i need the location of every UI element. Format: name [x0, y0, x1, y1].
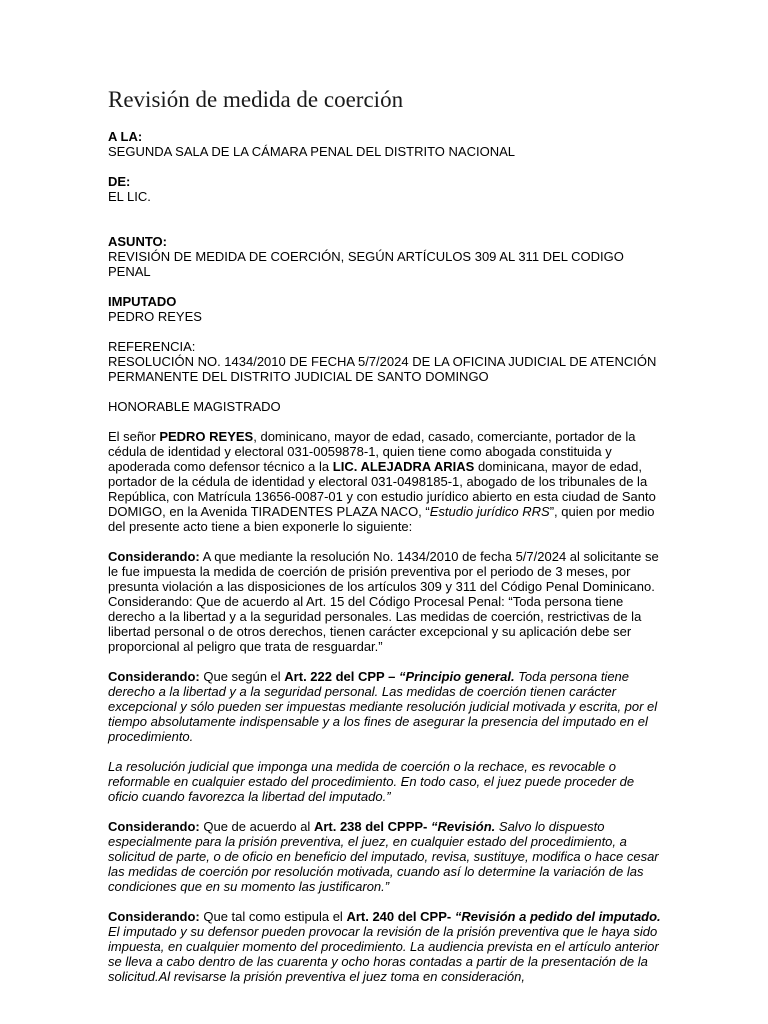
subject-value: REVISIÓN DE MEDIDA DE COERCIÓN, SEGÚN ARTÍCULOS 309 AL 311 DEL CODIGO PENAL [108, 249, 624, 279]
accused-label: IMPUTADO [108, 294, 177, 309]
intro-text-1: El señor [108, 429, 160, 444]
salutation: HONORABLE MAGISTRADO [108, 399, 281, 414]
sender-value: EL LIC. [108, 189, 151, 204]
considerando-2-article: Art. 222 del CPP [284, 669, 385, 684]
reference-block [108, 339, 668, 384]
recipient-label: A LA: [108, 129, 143, 144]
considerando-3-pre: Que de acuerdo al [199, 819, 314, 834]
intro-studio-name: Estudio jurídico RRS [429, 504, 550, 519]
reference-value: RESOLUCIÓN NO. 1434/2010 DE FECHA 5/7/2024 DE LA OFICINA JUDICIAL DE ATENCIÓN PERMANENTE DEL DISTRITO JUDICIAL DE SANTO DOMINGO [108, 354, 657, 384]
considerando-paragraph-2 [108, 669, 668, 744]
considerando-paragraph-1 [108, 549, 668, 654]
considerando-1-text: A que mediante la resolución No. 1434/2010 de fecha 5/7/2024 al solicitante se le fue impuesta la medida de coerción de prisión preventiva por el periodo de 3 meses, por presunta violación a las disposiciones de los artículos 309 y 311 del Código Penal Dominicano. Considerando: Que de acuerdo al Art. 15 del Código Procesal Penal: “Toda persona tiene derecho a la libertad y a la seguridad personales. Las medidas de coerción, restrictivas de la libertad personal o de otros derechos, tienen carácter excepcional y su aplicación debe ser proporcional al peligro que trata de resguardar.” [108, 549, 659, 654]
subject-label: ASUNTO: [108, 234, 167, 249]
recipient-block [108, 129, 668, 159]
considerando-3-quote-title: “Revisión. [427, 819, 496, 834]
intro-text-4: ”, quien por medio del presente acto tiene a bien exponerle lo siguiente: [108, 504, 655, 534]
considerando-4-quote-body: El imputado y su defensor pueden provocar la revisión de la prisión preventiva que le haya sido impuesta, en cualquier momento del procedimiento. La audiencia prevista en el artículo anterior se lleva a cabo dentro de las cuarenta y ocho horas contadas a partir de la presentación de la solicitud.Al revisarse la prisión preventiva el juez toma en consideración, [108, 924, 659, 984]
document-title: Revisión de medida de coerción [108, 87, 404, 112]
considerando-4-article: Art. 240 del CPP- [346, 909, 452, 924]
considerando-4-pre: Que tal como estipula el [199, 909, 347, 924]
intro-lawyer-name: LIC. ALEJADRA ARIAS [332, 459, 475, 474]
accused-value: PEDRO REYES [108, 309, 202, 324]
considerando-3-quote-body: Salvo lo dispuesto especialmente para la prisión preventiva, el juez, en cualquier estado del procedimiento, a solicitud de parte, o de oficio en beneficio del imputado, revisa, sustituye, modifica o hace cesar las medidas de coerción por resolución motivada, cuando así lo determine la variación de las condiciones que en su momento las justificaron.” [108, 819, 659, 894]
considerando-paragraph-4 [108, 909, 668, 984]
accused-block [108, 294, 668, 324]
considerando-4-label: Considerando: [108, 909, 200, 924]
considerando-1-label: Considerando: [108, 549, 200, 564]
considerando-2-pre: Que según el [199, 669, 285, 684]
intro-text-3: dominicana, mayor de edad, portador de la cédula de identidad y electoral 031-0498185-1, abogado de los tribunales de la República, con Matrícula 13656-0087-01 y con estudio jurídico abierto en esta ciudad de Santo DOMIGO, en la Avenida TIRADENTES PLAZA NACO, “ [108, 459, 656, 519]
recipient-value: SEGUNDA SALA DE LA CÁMARA PENAL DEL DISTRITO NACIONAL [108, 144, 515, 159]
document-body [108, 86, 668, 999]
reference-label: REFERENCIA: [108, 339, 196, 354]
sender-label: DE: [108, 174, 131, 189]
considerando-2-quote-continuation: La resolución judicial que imponga una medida de coerción o la rechace, es revocable o reformable en cualquier estado del procedimiento. En todo caso, el juez puede proceder de oficio cuando favorezca la libertad del imputado.” [108, 759, 635, 804]
considerando-2-quote-title: “Principio general. [398, 669, 515, 684]
sender-block [108, 174, 668, 204]
considerando-paragraph-3 [108, 819, 668, 894]
intro-paragraph [108, 429, 668, 534]
intro-accused-name: PEDRO REYES [159, 429, 254, 444]
intro-text-2: , dominicano, mayor de edad, casado, comerciante, portador de la cédula de identidad y electoral 031-0059878-1, quien tiene como abogada constituida y apoderada como defensor técnico a la [108, 429, 636, 474]
subject-block [108, 234, 668, 279]
considerando-2-quote-body: Toda persona tiene derecho a la libertad y a la seguridad personal. Las medidas de coerción tienen carácter excepcional y sólo pueden ser impuestas mediante resolución judicial motivada y escrita, por el tiempo absolutamente indispensable y a los fines de asegurar la presencia del imputado en el procedimiento. [108, 669, 658, 744]
considerando-2-dash: – [384, 669, 399, 684]
considerando-4-quote-title: “Revisión a pedido del imputado. [451, 909, 661, 924]
considerando-2-continuation [108, 759, 668, 804]
considerando-3-label: Considerando: [108, 819, 200, 834]
considerando-3-article: Art. 238 del CPPP- [313, 819, 428, 834]
considerando-2-label: Considerando: [108, 669, 200, 684]
